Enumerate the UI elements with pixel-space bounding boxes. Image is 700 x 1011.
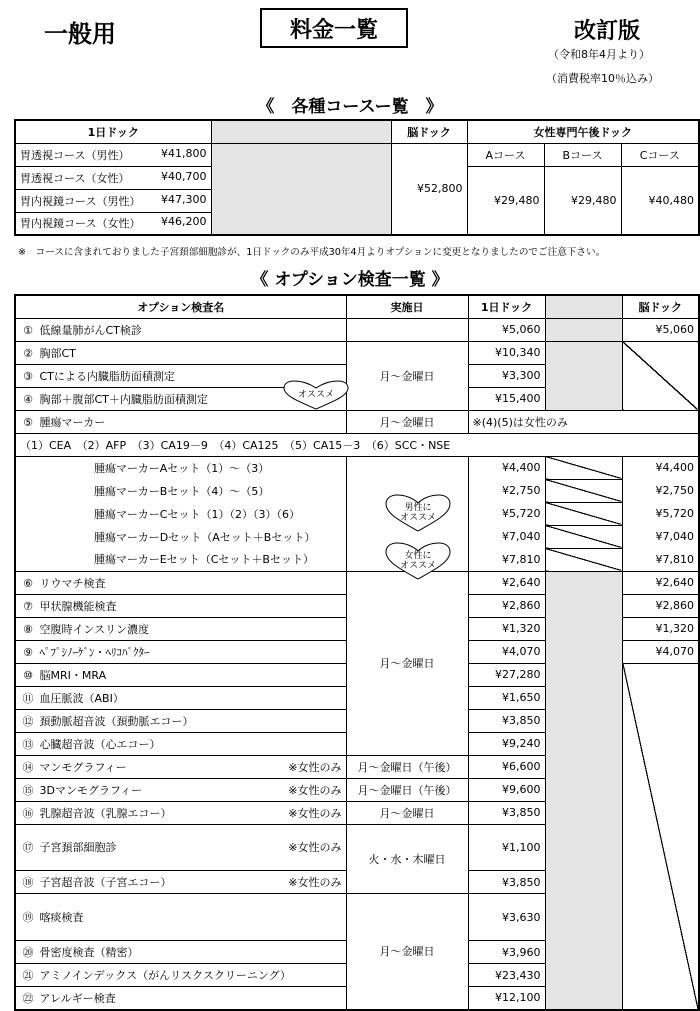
item-number: ⑨ (23, 645, 33, 659)
brain-price: ¥4,070 (622, 640, 699, 663)
oneday-price: ¥15,400 (468, 387, 545, 410)
option-row (15, 964, 346, 987)
brain-price: ¥5,720 (622, 502, 699, 525)
course-b-price: ¥29,480 (544, 166, 621, 235)
item-name: ﾍﾟﾌﾟｼﾉｰｹﾞﾝ・ﾍﾘｺﾊﾞｸﾀｰ (39, 645, 150, 659)
brain-price: ¥2,640 (622, 571, 699, 594)
item-name: リウマチ検査 (39, 576, 106, 590)
option-row (15, 686, 346, 709)
oneday-price: ¥5,060 (468, 318, 545, 341)
blank-cell (545, 571, 622, 1010)
day-cell: 月～金曜日（午後） (346, 778, 468, 801)
day-cell: 月～金曜日 (346, 801, 468, 824)
option-header-oneday: 1日ドック (468, 295, 545, 318)
option-row (15, 709, 346, 732)
course-row (15, 212, 211, 235)
option-table (14, 294, 700, 1011)
course-a-label: Aコース (467, 143, 544, 166)
heart-text: 女性に オススメ (400, 551, 436, 571)
option-header-day: 実施日 (346, 295, 468, 318)
brain-blank-cell (622, 663, 699, 1010)
item-number: ⑭ (22, 760, 34, 774)
day-cell: 月～金曜日 (346, 894, 468, 1010)
item-number: ⑱ (22, 876, 34, 890)
course-name: 胃透視コース（男性） (20, 148, 130, 162)
day-cell (346, 318, 468, 341)
course-row (15, 143, 211, 166)
brain-price: ¥1,320 (622, 617, 699, 640)
item-name: アレルギー検査 (39, 991, 116, 1005)
oneday-price: ¥9,600 (468, 778, 545, 801)
item-name: 3Dマンモグラフィー (39, 783, 143, 797)
marker-list: （1）CEA （2）AFP （3）CA19－9 （4）CA125 （5）CA15－3 （6）SCC・NSE (15, 433, 699, 456)
brain-price: ¥2,860 (622, 594, 699, 617)
recommend-heart (282, 380, 350, 410)
day-cell: 月～金曜日（午後） (346, 755, 468, 778)
not-available-cell (545, 456, 622, 479)
document-type-label: 一般用 (44, 20, 116, 48)
male-recommend-heart (384, 494, 452, 532)
course-note: ※ コースに含まれておりました子宮頚部細胞診が、1日ドックのみ平成30年4月よりオプションに変更となりましたのでご注意下さい。 (18, 247, 606, 258)
option-row (15, 941, 346, 964)
item-name: CTによる内臓脂肪面積測定 (39, 369, 175, 383)
effective-date: （令和8年4月より） (548, 48, 650, 61)
item-name: 喀痰検査 (39, 911, 84, 925)
option-header-blank (545, 295, 622, 318)
marker-set-row: 腫瘍マーカーEセット（Cセット＋Bセット） (15, 548, 346, 571)
item-name: 子宮頚部細胞診 (39, 841, 117, 855)
course-section-title: 《 各種コースー覧 》 (257, 97, 443, 117)
item-name: 頚動脈超音波（頚動脈エコー） (39, 714, 194, 728)
option-row (15, 617, 346, 640)
course-b-label: Bコース (544, 143, 621, 166)
course-name: 胃内視鏡コース（男性） (20, 194, 141, 208)
oneday-price: ¥4,070 (468, 640, 545, 663)
not-available-cell (545, 525, 622, 548)
revision-label: 改訂版 (574, 19, 641, 44)
heart-text: オススメ (298, 390, 334, 400)
not-available-mark (623, 664, 699, 1009)
option-row (15, 341, 346, 364)
brain-price: ¥7,810 (622, 548, 699, 571)
brain-price: ¥4,400 (622, 456, 699, 479)
not-available-cell (545, 548, 622, 571)
option-row (15, 778, 346, 801)
course-header-brain: 脳ドック (391, 120, 467, 143)
course-a-price: ¥29,480 (467, 166, 544, 235)
oneday-price: ¥4,400 (468, 456, 545, 479)
option-row (15, 755, 346, 778)
oneday-price: ¥10,340 (468, 341, 545, 364)
oneday-price: ¥1,100 (468, 824, 545, 871)
option-row (15, 824, 346, 871)
item-number: ⑪ (22, 691, 34, 705)
page-title-text: 料金一覧 (289, 17, 378, 43)
item-number: ⑤ (23, 415, 33, 429)
not-available-cell (545, 479, 622, 502)
female-only-note: ※女性のみ (288, 806, 342, 820)
female-recommend-heart (384, 542, 452, 580)
option-row (15, 410, 346, 433)
female-only-note: ※女性のみ (288, 876, 342, 890)
item-number: ⑫ (22, 714, 34, 728)
item-name: 甲状腺機能検査 (39, 599, 117, 613)
item-number: ㉑ (22, 969, 34, 982)
option-row (15, 801, 346, 824)
item-name: 子宮超音波（子宮エコー） (39, 876, 172, 890)
item-number: ⑯ (22, 806, 34, 820)
course-name: 胃内視鏡コース（女性） (20, 217, 141, 231)
item-number: ② (23, 346, 33, 360)
course-blank-cell (211, 143, 391, 235)
item-name: 血圧脈波（ABI） (39, 691, 124, 705)
option-row (15, 894, 346, 941)
item-number: ① (23, 323, 33, 337)
option-row (15, 732, 346, 755)
item-name: 空腹時インスリン濃度 (39, 622, 150, 636)
oneday-price: ¥2,640 (468, 571, 545, 594)
item-number: ⑥ (23, 576, 33, 590)
course-price: ¥41,800 (161, 146, 207, 160)
marker-female-note: ※(4)(5)は女性のみ (468, 410, 699, 433)
oneday-price: ¥3,630 (468, 894, 545, 941)
item-number: ㉒ (22, 991, 34, 1005)
oneday-price: ¥1,650 (468, 686, 545, 709)
marker-set-row: 腫瘍マーカーCセット（1）（2）（3）（6） (15, 502, 346, 525)
course-price: ¥46,200 (161, 215, 207, 229)
blank-cell (545, 341, 622, 410)
item-name: 胸部CT (39, 346, 76, 360)
oneday-price: ¥3,300 (468, 364, 545, 387)
oneday-price: ¥7,810 (468, 548, 545, 571)
item-name: 心臓超音波（心エコー） (39, 737, 161, 751)
option-header-name: オプション検査名 (15, 295, 346, 318)
marker-set-row: 腫瘍マーカーAセット（1）～（3） (15, 456, 346, 479)
course-header-oneday: 1日ドック (15, 120, 211, 143)
heart-text: 男性に オススメ (400, 503, 436, 523)
day-cell: 月～金曜日 (346, 571, 468, 755)
item-number: ④ (23, 392, 33, 406)
option-row (15, 640, 346, 663)
oneday-price: ¥2,750 (468, 479, 545, 502)
not-available-cell (622, 341, 699, 410)
item-number: ⑳ (22, 946, 34, 959)
day-cell: 月～金曜日 (346, 341, 468, 410)
oneday-price: ¥9,240 (468, 732, 545, 755)
course-c-label: Cコース (621, 143, 699, 166)
not-available-cell (545, 502, 622, 525)
item-number: ⑰ (22, 841, 34, 855)
option-row (15, 663, 346, 686)
option-row (15, 594, 346, 617)
item-name: マンモグラフィー (39, 760, 127, 774)
course-price: ¥47,300 (161, 192, 207, 206)
item-number: ⑦ (23, 599, 33, 613)
day-cell: 火・水・木曜日 (346, 824, 468, 894)
item-name: 胸部＋腹部CT＋内臓脂肪面積測定 (39, 392, 208, 406)
oneday-price: ¥5,720 (468, 502, 545, 525)
course-header-blank (211, 120, 391, 143)
page-title (260, 8, 408, 48)
brain-price: ¥7,040 (622, 525, 699, 548)
female-only-note: ※女性のみ (288, 760, 342, 774)
course-price: ¥40,700 (161, 169, 207, 183)
item-number: ⑮ (22, 783, 34, 797)
oneday-price: ¥27,280 (468, 663, 545, 686)
course-c-price: ¥40,480 (621, 166, 699, 235)
item-name: 低線量肺がんCT検診 (39, 323, 142, 337)
option-section-title: 《 オプション検査一覧 》 (251, 270, 449, 290)
course-header-female: 女性専門午後ドック (467, 120, 699, 143)
item-number: ⑩ (23, 668, 33, 682)
item-number: ③ (23, 369, 33, 383)
item-name: 骨密度検査（精密） (39, 946, 139, 959)
marker-set-row: 腫瘍マーカーDセット（Aセット＋Bセット） (15, 525, 346, 548)
tax-note: （消費税率10％込み） (546, 72, 659, 85)
female-only-note: ※女性のみ (288, 783, 342, 797)
option-header-brain: 脳ドック (622, 295, 699, 318)
item-number: ⑲ (22, 911, 34, 925)
course-row (15, 166, 211, 189)
course-row (15, 189, 211, 212)
oneday-price: ¥6,600 (468, 755, 545, 778)
oneday-price: ¥7,040 (468, 525, 545, 548)
option-row (15, 571, 346, 594)
course-table (14, 119, 700, 236)
item-name: 脳MRI・MRA (39, 668, 107, 682)
oneday-price: ¥3,850 (468, 801, 545, 824)
day-cell (346, 456, 468, 479)
marker-set-row: 腫瘍マーカーBセット（4）～（5） (15, 479, 346, 502)
oneday-price: ¥3,960 (468, 941, 545, 964)
course-name: 胃透視コース（女性） (20, 171, 130, 185)
item-number: ⑧ (23, 622, 33, 636)
brain-price: ¥5,060 (622, 318, 699, 341)
item-name: 乳腺超音波（乳腺エコー） (39, 806, 172, 820)
brain-dock-price: ¥52,800 (391, 143, 467, 235)
oneday-price: ¥12,100 (468, 987, 545, 1010)
brain-price: ¥2,750 (622, 479, 699, 502)
option-row (15, 318, 346, 341)
item-name: 腫瘍マーカー (39, 415, 106, 429)
oneday-price: ¥3,850 (468, 871, 545, 894)
oneday-price: ¥1,320 (468, 617, 545, 640)
blank-cell (545, 318, 622, 341)
oneday-price: ¥3,850 (468, 709, 545, 732)
item-name: アミノインデックス（がんリスクスクリーニング） (39, 969, 291, 982)
item-number: ⑬ (22, 737, 34, 751)
option-row (15, 871, 346, 894)
day-cell: 月～金曜日 (346, 410, 468, 433)
oneday-price: ¥23,430 (468, 964, 545, 987)
option-row (15, 987, 346, 1010)
oneday-price: ¥2,860 (468, 594, 545, 617)
female-only-note: ※女性のみ (288, 841, 342, 855)
